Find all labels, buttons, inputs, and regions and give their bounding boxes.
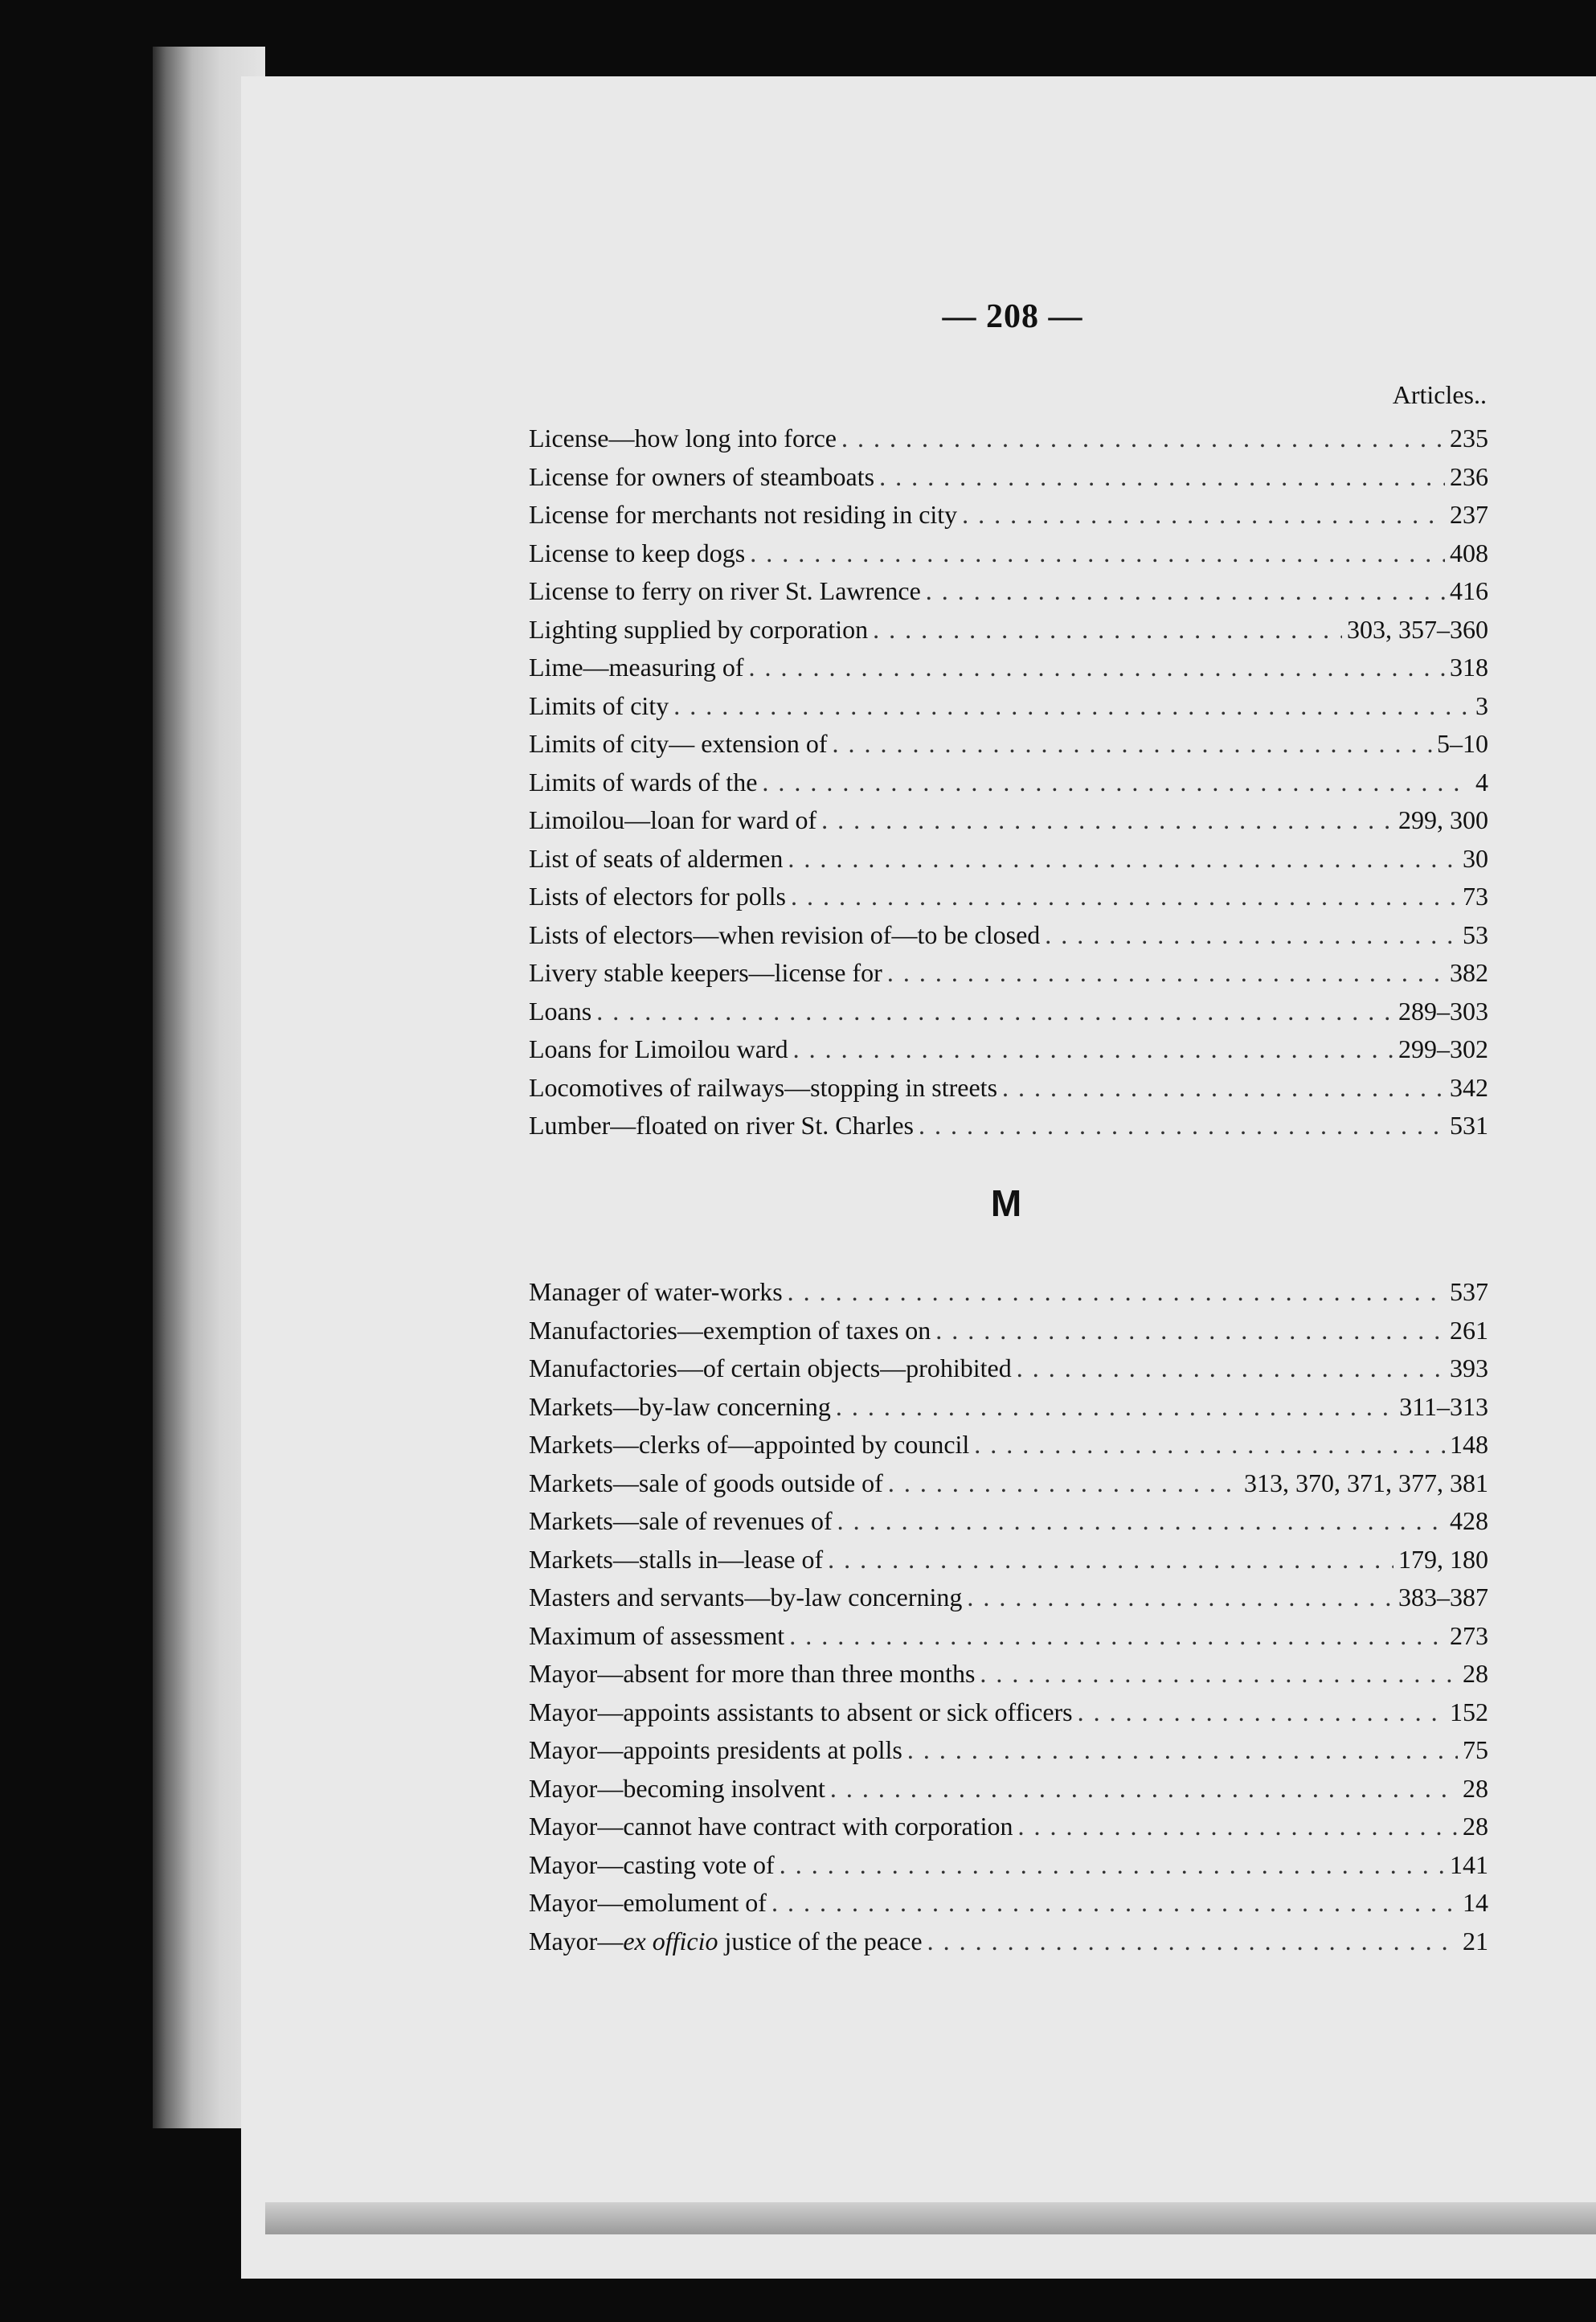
entry-label: License for owners of steamboats (529, 461, 875, 491)
dot-leader (828, 1541, 1393, 1579)
entry-label-part: Mayor— (529, 1926, 624, 1955)
dot-leader (927, 1923, 1458, 1961)
index-entry (529, 534, 1488, 573)
dot-leader (830, 1770, 1458, 1808)
entry-label: Manager of water-works (529, 1277, 783, 1306)
dot-leader (788, 1273, 1445, 1312)
dot-leader (1017, 1808, 1458, 1846)
entry-label: Markets—stalls in—lease of (529, 1544, 824, 1574)
index-entry (529, 1273, 1488, 1312)
entry-label-italic: ex officio (623, 1926, 718, 1955)
entry-article-ref: 28 (1463, 1773, 1488, 1803)
index-entry (529, 1617, 1488, 1656)
entry-article-ref: 428 (1450, 1506, 1488, 1535)
index-entry (529, 954, 1488, 993)
entry-article-ref: 5–10 (1437, 729, 1488, 758)
entry-label: Mayor—appoints presidents at polls (529, 1735, 902, 1764)
index-entry (529, 1731, 1488, 1770)
entry-article-ref: 318 (1450, 653, 1488, 682)
entry-article-ref: 53 (1463, 919, 1488, 949)
entry-article-ref: 416 (1450, 576, 1488, 605)
index-entry (529, 1846, 1488, 1885)
index-entry (529, 496, 1488, 534)
index-entry (529, 1388, 1488, 1427)
entry-label: License for merchants not residing in city (529, 500, 958, 529)
entry-label: Lighting supplied by corporation (529, 614, 869, 644)
dot-leader (793, 1030, 1393, 1069)
dot-leader (789, 1617, 1445, 1656)
dot-leader (673, 687, 1471, 726)
entry-article-ref: 236 (1450, 461, 1488, 491)
entry-label: Locomotives of railways—stopping in streets (529, 1072, 998, 1102)
dot-leader (791, 878, 1458, 916)
entry-article-ref: 4 (1475, 767, 1488, 797)
entry-label: Markets—by-law concerning (529, 1391, 831, 1421)
index-entry (529, 1579, 1488, 1617)
entry-label: Lists of electors—when revision of—to be closed (529, 919, 1041, 949)
index-entry (529, 1426, 1488, 1464)
dot-leader (1045, 916, 1458, 955)
dot-leader (887, 954, 1445, 993)
entry-label: Mayor—emolument of (529, 1888, 767, 1917)
dot-leader (780, 1846, 1445, 1885)
entry-label: Markets—sale of goods outside of (529, 1468, 883, 1497)
index-entry (529, 725, 1488, 764)
entry-article-ref: 14 (1463, 1888, 1488, 1917)
entry-article-ref: 393 (1450, 1353, 1488, 1382)
entry-label: Limits of wards of the (529, 767, 758, 797)
dot-leader (837, 1502, 1445, 1541)
entry-article-ref: 152 (1450, 1697, 1488, 1726)
index-entry (529, 1808, 1488, 1846)
entry-label: Mayor—becoming insolvent (529, 1773, 825, 1803)
dot-leader (1002, 1069, 1445, 1108)
entry-label: List of seats of aldermen (529, 843, 784, 873)
entry-label: Manufactories—of certain objects—prohibited (529, 1353, 1012, 1382)
index-entry (529, 1541, 1488, 1579)
page-bottom-edge (265, 2202, 1596, 2234)
index-entry (529, 1069, 1488, 1108)
entry-article-ref: 383–387 (1398, 1583, 1488, 1611)
dot-leader (980, 1655, 1458, 1693)
index-entry (529, 1923, 1488, 1961)
entry-label: License to ferry on river St. Lawrence (529, 576, 921, 605)
dot-leader (926, 572, 1445, 611)
dot-leader (1017, 1349, 1445, 1388)
index-entry (529, 649, 1488, 687)
entry-label: Limoilou—loan for ward of (529, 805, 817, 834)
index-group-m (529, 1273, 1488, 1960)
entry-article-ref: 235 (1450, 424, 1488, 453)
index-entry (529, 764, 1488, 802)
index-entry (529, 1770, 1488, 1808)
dot-leader (788, 840, 1458, 878)
entry-article-ref: 531 (1450, 1111, 1488, 1140)
index-entry (529, 1030, 1488, 1069)
index-entry (529, 840, 1488, 878)
entry-article-ref: 141 (1450, 1849, 1488, 1879)
dot-leader (841, 420, 1445, 458)
dot-leader (879, 458, 1445, 497)
entry-label: Maximum of assessment (529, 1620, 785, 1650)
dot-leader (907, 1731, 1458, 1770)
index-entry (529, 993, 1488, 1031)
entry-article-ref: 311–313 (1399, 1391, 1488, 1421)
index-entry (529, 572, 1488, 611)
entry-article-ref: 537 (1450, 1277, 1488, 1306)
dot-leader (821, 801, 1393, 840)
dot-leader (771, 1884, 1458, 1923)
entry-article-ref: 75 (1463, 1735, 1488, 1764)
entry-article-ref: 299–302 (1398, 1034, 1488, 1063)
entry-label: Mayor—absent for more than three months (529, 1659, 976, 1688)
entry-label: License—how long into force (529, 424, 837, 453)
dot-leader (762, 764, 1471, 802)
entry-label: Loans for Limoilou ward (529, 1034, 788, 1063)
entry-article-ref: 289–303 (1398, 996, 1488, 1026)
dot-leader (750, 534, 1445, 573)
entry-label: Lists of electors for polls (529, 882, 786, 911)
entry-article-ref: 382 (1450, 958, 1488, 987)
entry-article-ref: 342 (1450, 1072, 1488, 1102)
entry-label: Livery stable keepers—license for (529, 958, 882, 987)
entry-label: Loans (529, 996, 592, 1026)
entry-article-ref: 21 (1463, 1926, 1488, 1955)
entry-article-ref: 30 (1463, 843, 1488, 873)
entry-article-ref: 148 (1450, 1430, 1488, 1459)
entry-label: Lumber—floated on river St. Charles (529, 1111, 914, 1140)
entry-article-ref: 299, 300 (1398, 805, 1488, 834)
entry-article-ref: 28 (1463, 1659, 1488, 1688)
dot-leader (974, 1426, 1445, 1464)
entry-article-ref: 303, 357–360 (1347, 614, 1488, 644)
dot-leader (836, 1388, 1394, 1427)
index-entry (529, 458, 1488, 497)
entry-article-ref: 3 (1475, 690, 1488, 720)
entry-label: Manufactories—exemption of taxes on (529, 1315, 931, 1345)
dot-leader (919, 1107, 1445, 1145)
index-entry (529, 611, 1488, 649)
index-entry (529, 1884, 1488, 1923)
index-entry (529, 878, 1488, 916)
entry-label: Markets—clerks of—appointed by council (529, 1430, 970, 1459)
index-entry (529, 420, 1488, 458)
entry-label: License to keep dogs (529, 538, 746, 567)
page-number: — 208 — (942, 298, 1083, 335)
dot-leader (873, 611, 1342, 649)
index-entry (529, 801, 1488, 840)
dot-leader (833, 725, 1433, 764)
index-group-l (529, 420, 1488, 1145)
index-entry (529, 1312, 1488, 1350)
index-entry (529, 1655, 1488, 1693)
entry-label: Masters and servants—by-law concerning (529, 1583, 963, 1611)
index-entry (529, 1693, 1488, 1732)
dot-leader (935, 1312, 1445, 1350)
section-letter: M (990, 1182, 1022, 1224)
dot-leader (967, 1579, 1393, 1617)
entry-label-rest: justice of the peace (718, 1926, 923, 1955)
dot-leader (962, 496, 1445, 534)
index-entry (529, 1349, 1488, 1388)
entry-article-ref: 73 (1463, 882, 1488, 911)
index-entry (529, 687, 1488, 726)
entry-article-ref: 273 (1450, 1620, 1488, 1650)
dot-leader (748, 649, 1445, 687)
articles-column-header: Articles.. (1392, 380, 1487, 409)
entry-article-ref: 313, 370, 371, 377, 381 (1244, 1468, 1488, 1497)
entry-article-ref: 408 (1450, 538, 1488, 567)
dot-leader (1078, 1693, 1445, 1732)
entry-article-ref: 237 (1450, 500, 1488, 529)
entry-label: Limits of city— extension of (529, 729, 828, 758)
index-entry (529, 916, 1488, 955)
entry-label (529, 1923, 923, 1961)
entry-article-ref: 179, 180 (1398, 1544, 1488, 1574)
index-entry (529, 1502, 1488, 1541)
entry-label: Mayor—cannot have contract with corporation (529, 1812, 1013, 1841)
entry-label: Mayor—appoints assistants to absent or sick officers (529, 1697, 1073, 1726)
entry-label: Lime—measuring of (529, 653, 744, 682)
dot-leader (888, 1464, 1239, 1503)
entry-article-ref: 28 (1463, 1812, 1488, 1841)
entry-label: Markets—sale of revenues of (529, 1506, 833, 1535)
entry-article-ref: 261 (1450, 1315, 1488, 1345)
entry-label: Mayor—casting vote of (529, 1849, 775, 1879)
index-entry (529, 1107, 1488, 1145)
entry-label: Limits of city (529, 690, 669, 720)
index-entry (529, 1464, 1488, 1503)
dot-leader (596, 993, 1393, 1031)
